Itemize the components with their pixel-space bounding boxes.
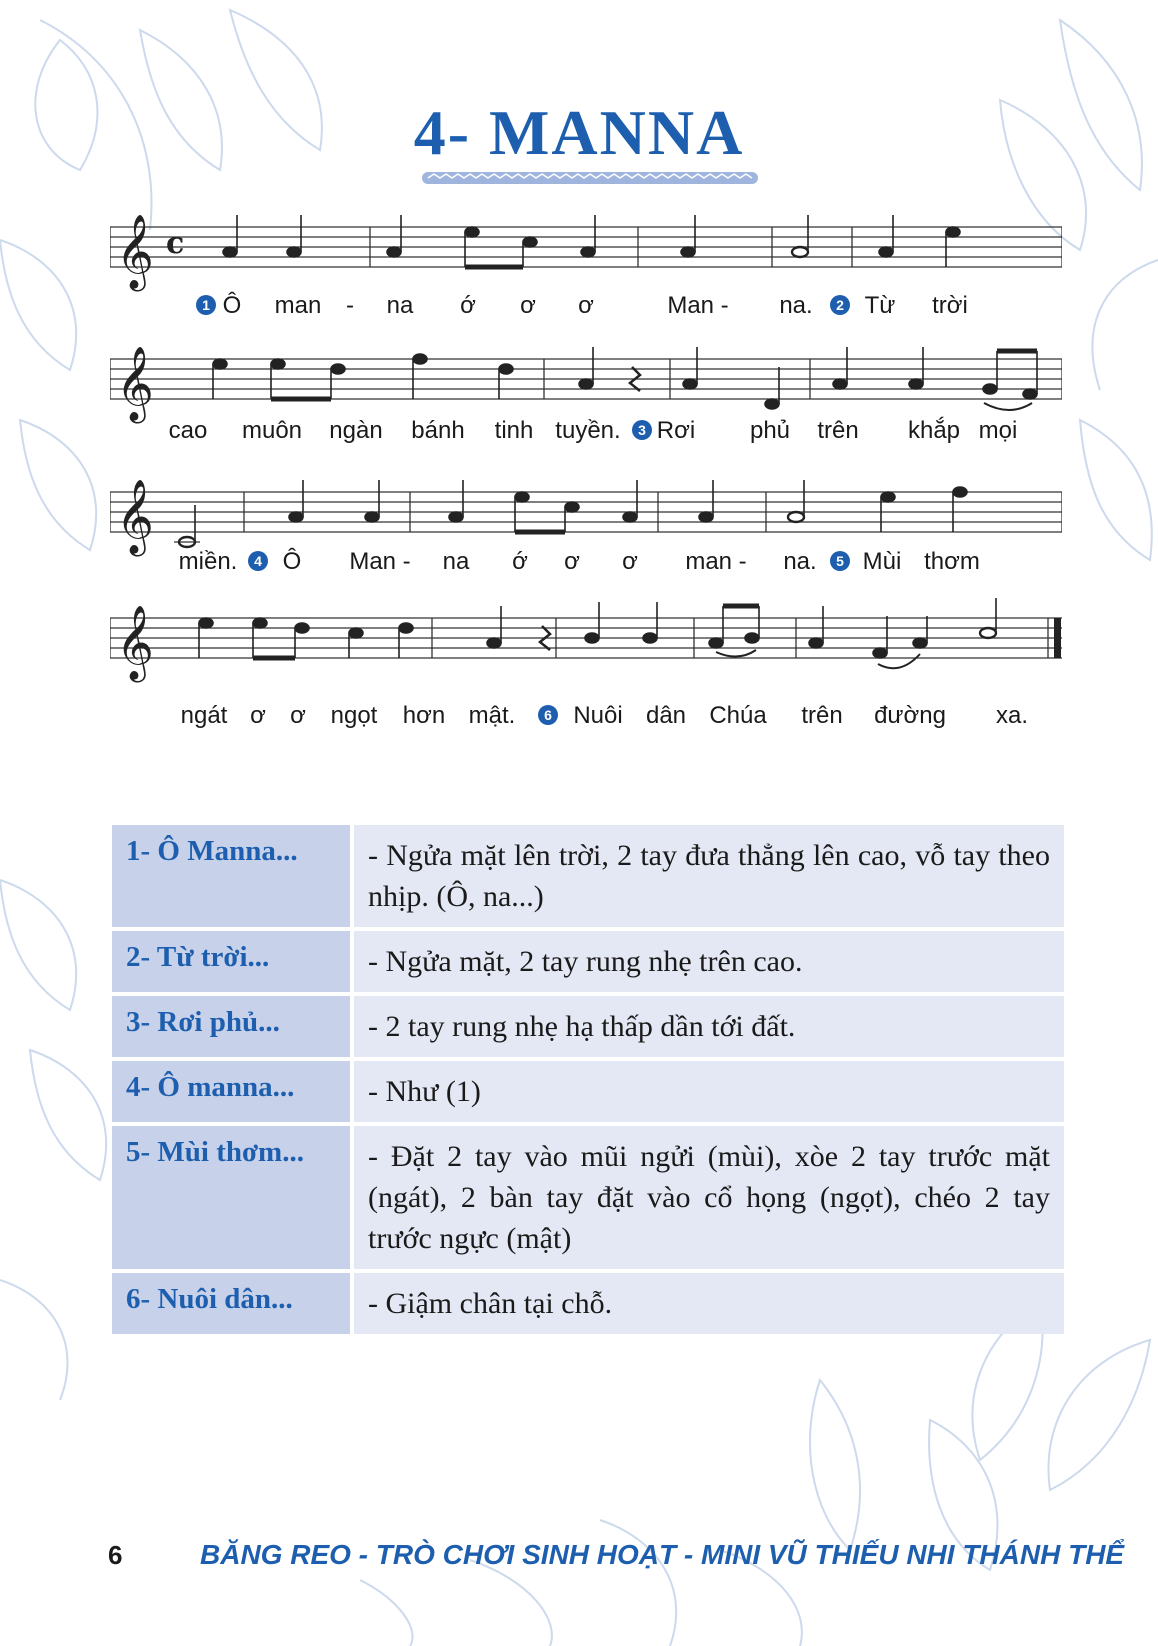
action-description: - Đặt 2 tay vào mũi ngửi (mùi), xòe 2 tay trước mặt (ngát), 2 bàn tay đặt vào cổ họng (ngọt), chéo 2 tay trước ngực (mật) [354, 1126, 1064, 1269]
action-label: 5- Mùi thơm... [112, 1126, 354, 1269]
lyric-syllable: Rơi [656, 417, 696, 444]
lyric-syllable: Man - [349, 548, 411, 575]
action-description: - 2 tay rung nhẹ hạ thấp dần tới đất. [354, 996, 1064, 1057]
action-label: 6- Nuôi dân... [112, 1273, 354, 1334]
action-description: - Như (1) [354, 1061, 1064, 1122]
lyric-syllable: ớ [460, 292, 476, 319]
lyrics-line-4 [110, 702, 1062, 732]
lyric-syllable: mật. [468, 702, 516, 729]
music-staff-1 [110, 205, 1062, 305]
lyric-syllable: ơ [578, 292, 594, 319]
title-underline [422, 172, 758, 184]
lyric-syllable: đường [874, 702, 946, 729]
svg-text:𝄞: 𝄞 [116, 606, 154, 680]
svg-text:𝄞: 𝄞 [116, 347, 154, 421]
lyric-syllable: dân [645, 702, 687, 729]
song-title: 4- MANNA [413, 97, 745, 168]
lyric-syllable: ớ [512, 548, 528, 575]
lyric-syllable: Ô [282, 548, 302, 575]
lyric-syllable: trên [801, 702, 843, 729]
actions-table [112, 821, 1064, 1338]
lyric-syllable: thơm [924, 548, 980, 575]
action-label: 3- Rơi phủ... [112, 996, 354, 1057]
lyric-syllable: Nuôi [573, 702, 623, 729]
lyrics-line-3 [110, 548, 1062, 578]
verse-number: 3 [632, 420, 652, 440]
page-number: 6 [108, 1540, 123, 1570]
lyrics-line-1 [110, 292, 1062, 322]
action-description: - Ngửa mặt, 2 tay rung nhẹ trên cao. [354, 931, 1064, 992]
lyric-syllable: trên [817, 417, 859, 444]
lyric-syllable: Mùi [862, 548, 902, 575]
lyric-syllable: man - [685, 548, 747, 575]
verse-number: 2 [830, 295, 850, 315]
lyric-syllable: Từ [864, 292, 896, 319]
book-title: BĂNG REO - TRÒ CHƠI SINH HOẠT - MINI VŨ THIẾU NHI THÁNH THỂ [200, 1539, 1125, 1570]
lyric-syllable: trời [932, 292, 968, 319]
svg-text:𝄞: 𝄞 [116, 215, 154, 289]
lyrics-line-2 [110, 417, 1062, 447]
action-label: 1- Ô Manna... [112, 825, 354, 927]
verse-number: 5 [830, 551, 850, 571]
table-row [112, 1273, 1064, 1334]
action-label: 2- Từ trời... [112, 931, 354, 992]
lyric-syllable: muôn [241, 417, 303, 444]
action-description: - Ngửa mặt lên trời, 2 tay đưa thẳng lên cao, vỗ tay theo nhịp. (Ô, na...) [354, 825, 1064, 927]
lyric-syllable: ơ [520, 292, 536, 319]
lyric-syllable: man [274, 292, 322, 319]
lyric-syllable: ơ [622, 548, 638, 575]
lyric-syllable: ơ [564, 548, 580, 575]
verse-number: 6 [538, 705, 558, 725]
lyric-syllable: na [442, 548, 470, 575]
lyric-syllable: bánh [411, 417, 465, 444]
lyric-syllable: hơn [402, 702, 446, 729]
lyric-syllable: Man - [667, 292, 729, 319]
table-row [112, 931, 1064, 992]
lyric-syllable: Ô [222, 292, 242, 319]
lyric-syllable: ngát [180, 702, 228, 729]
lyric-syllable: Chúa [709, 702, 767, 729]
lyric-syllable: ơ [250, 702, 266, 729]
lyric-syllable: khắp [907, 417, 961, 444]
lyric-syllable: cao [168, 417, 208, 444]
lyric-syllable: na [386, 292, 414, 319]
lyric-syllable: phủ [749, 417, 791, 444]
lyric-syllable: ngọt [330, 702, 378, 729]
lyric-syllable: ngàn [329, 417, 383, 444]
table-row [112, 996, 1064, 1057]
lyric-syllable: ơ [290, 702, 306, 729]
action-label: 4- Ô manna... [112, 1061, 354, 1122]
lyric-syllable: tuyền. [555, 417, 621, 444]
action-description: - Giậm chân tại chỗ. [354, 1273, 1064, 1334]
lyric-syllable: miền. [178, 548, 238, 575]
svg-text:c: c [166, 226, 185, 261]
table-row [112, 1061, 1064, 1122]
svg-text:𝄞: 𝄞 [116, 480, 154, 554]
verse-number: 4 [248, 551, 268, 571]
lyric-syllable: na. [783, 548, 817, 575]
lyric-syllable: tinh [494, 417, 534, 444]
lyric-syllable: - [346, 292, 354, 319]
verse-number: 1 [196, 295, 216, 315]
lyric-syllable: mọi [978, 417, 1018, 444]
table-row [112, 1126, 1064, 1269]
lyric-syllable: xa. [995, 702, 1029, 729]
table-row [112, 825, 1064, 927]
lyric-syllable: na. [779, 292, 813, 319]
music-staff-4 [110, 596, 1062, 696]
